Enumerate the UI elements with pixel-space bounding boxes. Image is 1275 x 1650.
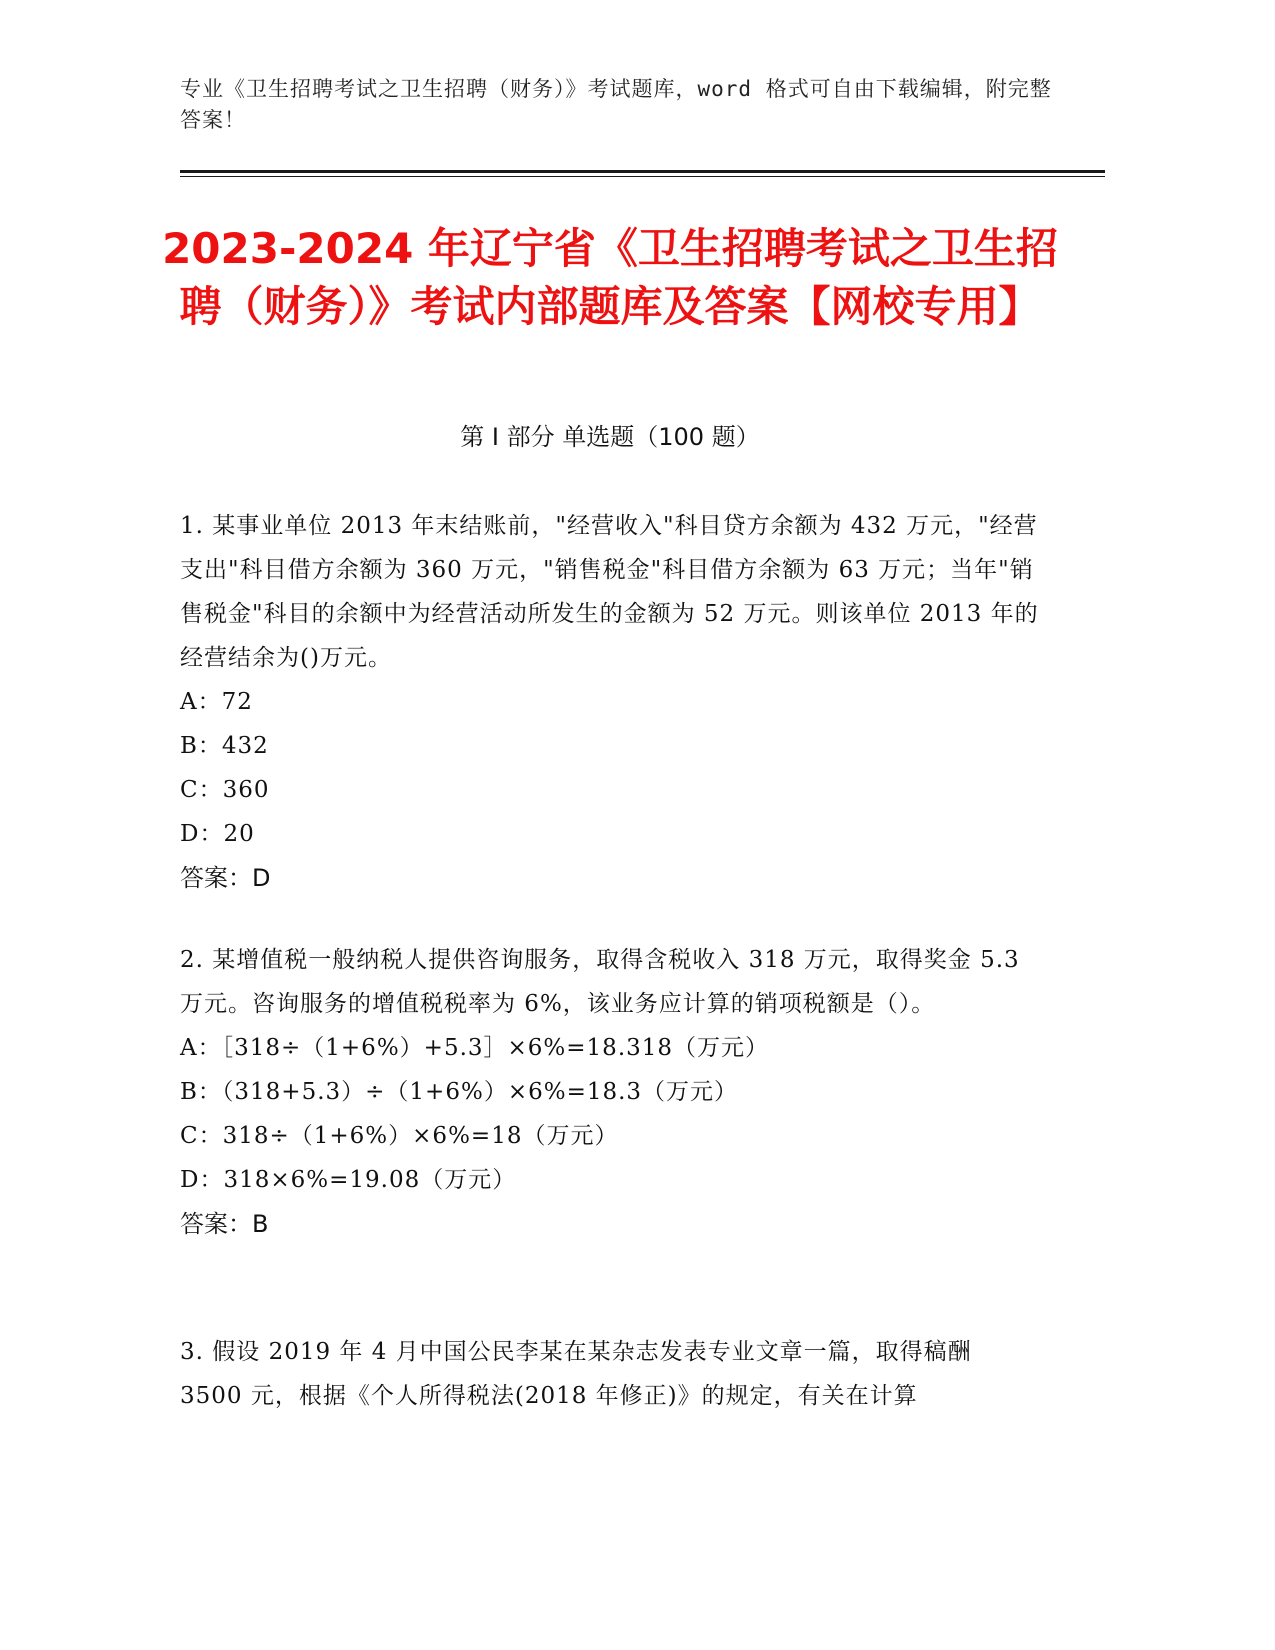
option-d: D：318×6%=19.08（万元） <box>180 1167 517 1193</box>
question-1 <box>180 504 1040 900</box>
answer: 答案：B <box>180 1210 269 1238</box>
question-2 <box>180 938 1040 1246</box>
option-b: B：（318+5.3）÷（1+6%）×6%=18.3（万元） <box>180 1079 739 1105</box>
option-d: D：20 <box>180 821 255 847</box>
option-c: C：318÷（1+6%）×6%=18（万元） <box>180 1123 619 1149</box>
question-3 <box>180 1330 1040 1418</box>
option-a: A：72 <box>180 689 253 715</box>
section-title: 第 I 部分 单选题（100 题） <box>460 423 760 451</box>
question-text: 1. 某事业单位 2013 年末结账前，"经营收入"科目贷方余额为 432 万元，"经营支出"科目借方余额为 360 万元，"销售税金"科目借方余额为 63 万元；当年"销售税金"科目的余额中为经营活动所发生的金额为 52 万元。则该单位 2013 年的经营结余为()万元。 <box>180 513 1039 671</box>
option-c: C：360 <box>180 777 270 803</box>
document-title: 2023-2024 年辽宁省《卫生招聘考试之卫生招聘（财务）》考试内部题库及答案【网校专用】 <box>162 224 1058 331</box>
answer: 答案：D <box>180 864 271 892</box>
option-b: B：432 <box>180 733 269 759</box>
header-divider-thick <box>180 170 1105 173</box>
question-text: 2. 某增值税一般纳税人提供咨询服务，取得含税收入 318 万元，取得奖金 5.3 万元。咨询服务的增值税税率为 6%，该业务应计算的销项税额是（）。 <box>180 947 1020 1017</box>
question-text: 3. 假设 2019 年 4 月中国公民李某在某杂志发表专业文章一篇，取得稿酬 3500 元，根据《个人所得税法(2018 年修正)》的规定，有关在计算 <box>180 1339 972 1409</box>
option-a: A：［318÷（1+6%）+5.3］×6%=18.318（万元） <box>180 1035 770 1061</box>
header-note: 专业《卫生招聘考试之卫生招聘（财务）》考试题库，word 格式可自由下载编辑，附完整答案！ <box>180 77 1052 132</box>
header-divider-thin <box>180 176 1105 177</box>
